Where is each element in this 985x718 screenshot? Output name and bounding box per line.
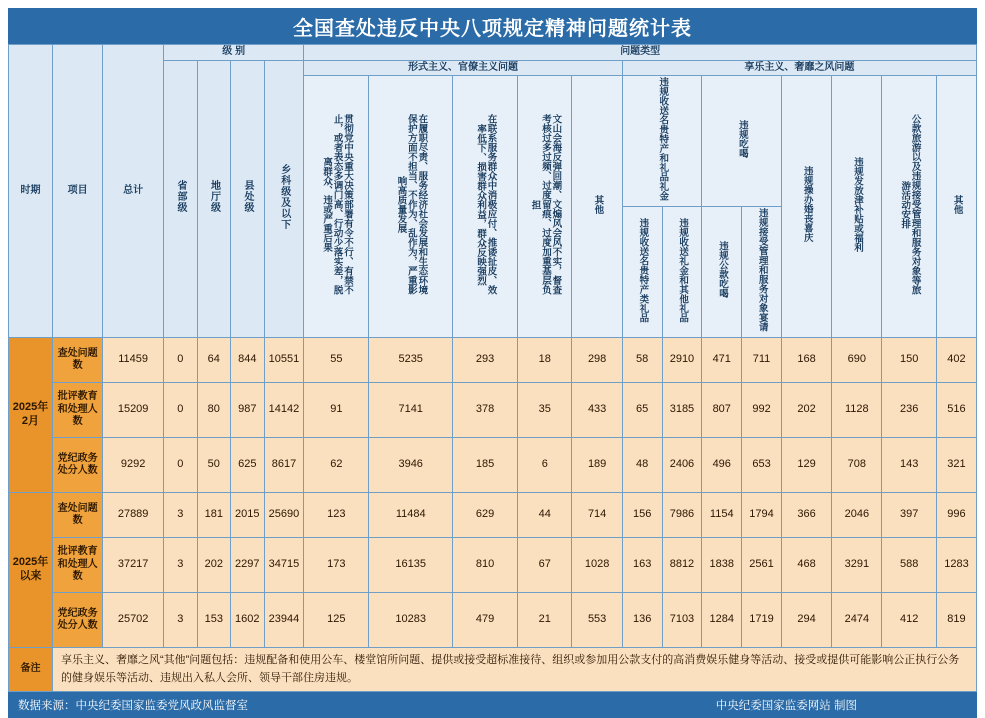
row-item-label: 党纪政务处分人数 bbox=[52, 438, 102, 493]
table-row bbox=[9, 438, 977, 493]
cell-gift-specialty: 156 bbox=[622, 493, 662, 538]
cell-gift-specialty: 58 bbox=[622, 338, 662, 383]
cell-allowance: 2046 bbox=[832, 493, 882, 538]
cell-hedonism-other: 402 bbox=[936, 338, 976, 383]
header-problem-type-group: 问题类型 bbox=[304, 45, 977, 61]
cell-level-diting: 64 bbox=[197, 338, 231, 383]
statistics-table bbox=[8, 44, 977, 692]
cell-level-xiangke: 14142 bbox=[264, 383, 304, 438]
header-formalism-col-3: 在联系服务群众中消极应付、推诿扯皮、效率低下、损害群众利益，群众反映强烈 bbox=[453, 76, 518, 338]
cell-formalism-1: 55 bbox=[304, 338, 369, 383]
cell-level-sheng: 3 bbox=[164, 593, 198, 648]
cell-formalism-4: 6 bbox=[518, 438, 572, 493]
period-label-1: 2025年以来 bbox=[9, 493, 53, 648]
table-row bbox=[9, 493, 977, 538]
cell-level-sheng: 3 bbox=[164, 538, 198, 593]
cell-level-diting: 50 bbox=[197, 438, 231, 493]
cell-wedding: 366 bbox=[781, 493, 831, 538]
cell-formalism-3: 378 bbox=[453, 383, 518, 438]
cell-level-xianchu: 2297 bbox=[231, 538, 265, 593]
cell-travel: 143 bbox=[882, 438, 936, 493]
cell-gift-money: 3185 bbox=[662, 383, 702, 438]
cell-allowance: 1128 bbox=[832, 383, 882, 438]
table-row bbox=[9, 593, 977, 648]
cell-formalism-3: 479 bbox=[453, 593, 518, 648]
header-hedonism-gift-money: 违规收送礼金和其他礼品 bbox=[662, 207, 702, 338]
cell-level-xianchu: 2015 bbox=[231, 493, 265, 538]
header-formalism-col-4: 文山会海反弹回潮、文煽风会风不实，督查考核过多过频、过度留痕、过度加重基层负担 bbox=[518, 76, 572, 338]
cell-formalism-3: 185 bbox=[453, 438, 518, 493]
cell-formalism-other: 433 bbox=[572, 383, 622, 438]
cell-total: 9292 bbox=[103, 438, 164, 493]
cell-hedonism-other: 516 bbox=[936, 383, 976, 438]
header-formalism-col-other: 其他 bbox=[572, 76, 622, 338]
cell-level-xiangke: 10551 bbox=[264, 338, 304, 383]
cell-hedonism-other: 1283 bbox=[936, 538, 976, 593]
note-text: 享乐主义、奢靡之风“其他”问题包括：违规配备和使用公车、楼堂馆所问题、提供或接受超标准接待、组织或参加用公款支付的高消费娱乐健身等活动、接受或提供可能影响公正执行公务的健身娱乐等活动、违规出入私人会所、领导干部住房违规。 bbox=[52, 648, 976, 692]
cell-travel: 397 bbox=[882, 493, 936, 538]
cell-formalism-4: 67 bbox=[518, 538, 572, 593]
header-level-group: 级 别 bbox=[164, 45, 304, 61]
cell-gift-money: 2910 bbox=[662, 338, 702, 383]
cell-formalism-other: 298 bbox=[572, 338, 622, 383]
cell-level-xiangke: 23944 bbox=[264, 593, 304, 648]
cell-level-xianchu: 844 bbox=[231, 338, 265, 383]
cell-formalism-3: 629 bbox=[453, 493, 518, 538]
table-row bbox=[9, 538, 977, 593]
cell-formalism-1: 173 bbox=[304, 538, 369, 593]
cell-total: 27889 bbox=[103, 493, 164, 538]
header-hedonism-col-travel: 公款旅游以及违规接受管理和服务对象等旅游活动安排 bbox=[882, 76, 936, 338]
cell-formalism-2: 5235 bbox=[369, 338, 453, 383]
cell-formalism-4: 21 bbox=[518, 593, 572, 648]
header-hedonism-subgroup-gifts: 违规收送名贵特产和礼品礼金 bbox=[622, 76, 702, 207]
row-item-label: 批评教育和处理人数 bbox=[52, 538, 102, 593]
cell-total: 37217 bbox=[103, 538, 164, 593]
cell-formalism-other: 189 bbox=[572, 438, 622, 493]
cell-dining-banquet: 1719 bbox=[742, 593, 782, 648]
cell-gift-specialty: 65 bbox=[622, 383, 662, 438]
cell-level-xianchu: 625 bbox=[231, 438, 265, 493]
cell-travel: 412 bbox=[882, 593, 936, 648]
cell-wedding: 468 bbox=[781, 538, 831, 593]
cell-dining-banquet: 992 bbox=[742, 383, 782, 438]
table-row bbox=[9, 338, 977, 383]
cell-hedonism-other: 321 bbox=[936, 438, 976, 493]
cell-allowance: 3291 bbox=[832, 538, 882, 593]
cell-total: 25702 bbox=[103, 593, 164, 648]
cell-formalism-4: 44 bbox=[518, 493, 572, 538]
header-period: 时期 bbox=[9, 45, 53, 338]
level-label: 乡科级及以下 bbox=[278, 163, 290, 230]
header-level-sheng bbox=[164, 60, 198, 338]
cell-level-xiangke: 34715 bbox=[264, 538, 304, 593]
level-label: 省部级 bbox=[175, 180, 186, 213]
header-level-xiangke bbox=[264, 60, 304, 338]
header-row-1 bbox=[9, 45, 977, 61]
cell-level-diting: 80 bbox=[197, 383, 231, 438]
cell-level-diting: 181 bbox=[197, 493, 231, 538]
row-item-label: 查处问题数 bbox=[52, 493, 102, 538]
header-hedonism-col-allowance: 违规发放津补贴或福利 bbox=[832, 76, 882, 338]
cell-formalism-3: 293 bbox=[453, 338, 518, 383]
row-item-label: 党纪政务处分人数 bbox=[52, 593, 102, 648]
cell-gift-specialty: 163 bbox=[622, 538, 662, 593]
cell-dining-public: 1838 bbox=[702, 538, 742, 593]
cell-gift-money: 8812 bbox=[662, 538, 702, 593]
header-hedonism-gift-specialty: 违规收送名贵特产类礼品 bbox=[622, 207, 662, 338]
page-title: 全国查处违反中央八项规定精神问题统计表 bbox=[8, 8, 977, 44]
cell-formalism-1: 62 bbox=[304, 438, 369, 493]
cell-gift-specialty: 136 bbox=[622, 593, 662, 648]
header-total: 总计 bbox=[103, 45, 164, 338]
cell-hedonism-other: 819 bbox=[936, 593, 976, 648]
cell-dining-public: 471 bbox=[702, 338, 742, 383]
cell-level-diting: 153 bbox=[197, 593, 231, 648]
cell-wedding: 168 bbox=[781, 338, 831, 383]
cell-formalism-other: 1028 bbox=[572, 538, 622, 593]
row-item-label: 查处问题数 bbox=[52, 338, 102, 383]
cell-dining-banquet: 711 bbox=[742, 338, 782, 383]
cell-wedding: 129 bbox=[781, 438, 831, 493]
header-item: 项目 bbox=[52, 45, 102, 338]
cell-wedding: 202 bbox=[781, 383, 831, 438]
header-formalism-col-1: 贯彻党中央重大决策部署有令不行、有禁不止，或者表态多调门高、行动少落实差，脱离群众、违或严重后果 bbox=[304, 76, 369, 338]
cell-allowance: 708 bbox=[832, 438, 882, 493]
cell-dining-banquet: 1794 bbox=[742, 493, 782, 538]
cell-gift-money: 7986 bbox=[662, 493, 702, 538]
cell-travel: 150 bbox=[882, 338, 936, 383]
note-label: 备注 bbox=[9, 648, 53, 692]
cell-allowance: 2474 bbox=[832, 593, 882, 648]
cell-formalism-4: 18 bbox=[518, 338, 572, 383]
cell-travel: 236 bbox=[882, 383, 936, 438]
cell-dining-banquet: 2561 bbox=[742, 538, 782, 593]
cell-level-sheng: 0 bbox=[164, 438, 198, 493]
header-hedonism-col-other: 其他 bbox=[936, 76, 976, 338]
cell-level-sheng: 0 bbox=[164, 383, 198, 438]
cell-formalism-3: 810 bbox=[453, 538, 518, 593]
cell-dining-public: 1154 bbox=[702, 493, 742, 538]
cell-level-sheng: 0 bbox=[164, 338, 198, 383]
cell-gift-specialty: 48 bbox=[622, 438, 662, 493]
cell-level-xianchu: 1602 bbox=[231, 593, 265, 648]
cell-formalism-4: 35 bbox=[518, 383, 572, 438]
row-item-label: 批评教育和处理人数 bbox=[52, 383, 102, 438]
header-hedonism-subgroup-dining: 违规吃喝 bbox=[702, 76, 782, 207]
header-level-diting bbox=[197, 60, 231, 338]
cell-travel: 588 bbox=[882, 538, 936, 593]
cell-dining-public: 1284 bbox=[702, 593, 742, 648]
cell-formalism-1: 91 bbox=[304, 383, 369, 438]
footer-bar bbox=[8, 692, 977, 718]
cell-dining-public: 807 bbox=[702, 383, 742, 438]
cell-formalism-2: 3946 bbox=[369, 438, 453, 493]
level-label: 县处级 bbox=[242, 180, 254, 213]
cell-gift-money: 7103 bbox=[662, 593, 702, 648]
level-label: 地厅级 bbox=[208, 180, 220, 213]
header-group-formalism: 形式主义、官僚主义问题 bbox=[304, 60, 622, 76]
cell-wedding: 294 bbox=[781, 593, 831, 648]
header-formalism-col-2: 在履职尽责、服务经济社会发展和生态环境保护方面不担当、不作为、乱作为，严重影响高质量发展 bbox=[369, 76, 453, 338]
cell-dining-public: 496 bbox=[702, 438, 742, 493]
header-group-hedonism: 享乐主义、奢靡之风问题 bbox=[622, 60, 976, 76]
header-hedonism-col-wedding: 违规操办婚丧喜庆 bbox=[781, 76, 831, 338]
cell-gift-money: 2406 bbox=[662, 438, 702, 493]
cell-level-diting: 202 bbox=[197, 538, 231, 593]
header-hedonism-dining-banquet: 违规接受管理和服务对象宴请 bbox=[742, 207, 782, 338]
cell-formalism-1: 125 bbox=[304, 593, 369, 648]
table-row bbox=[9, 383, 977, 438]
cell-formalism-1: 123 bbox=[304, 493, 369, 538]
cell-formalism-2: 10283 bbox=[369, 593, 453, 648]
header-hedonism-dining-public: 违规公款吃喝 bbox=[702, 207, 742, 338]
cell-dining-banquet: 653 bbox=[742, 438, 782, 493]
cell-formalism-2: 7141 bbox=[369, 383, 453, 438]
cell-level-xiangke: 8617 bbox=[264, 438, 304, 493]
cell-allowance: 690 bbox=[832, 338, 882, 383]
cell-level-xiangke: 25690 bbox=[264, 493, 304, 538]
cell-total: 11459 bbox=[103, 338, 164, 383]
period-label-0: 2025年2月 bbox=[9, 338, 53, 493]
footer-credit: 中央纪委国家监委网站 制图 bbox=[715, 700, 857, 713]
note-row bbox=[9, 648, 977, 692]
cell-formalism-other: 714 bbox=[572, 493, 622, 538]
cell-formalism-other: 553 bbox=[572, 593, 622, 648]
cell-level-xianchu: 987 bbox=[231, 383, 265, 438]
cell-formalism-2: 16135 bbox=[369, 538, 453, 593]
cell-level-sheng: 3 bbox=[164, 493, 198, 538]
cell-total: 15209 bbox=[103, 383, 164, 438]
header-level-xianchu bbox=[231, 60, 265, 338]
cell-hedonism-other: 996 bbox=[936, 493, 976, 538]
footer-source: 数据来源：中央纪委国家监委党风政风监督室 bbox=[18, 700, 248, 713]
cell-formalism-2: 11484 bbox=[369, 493, 453, 538]
